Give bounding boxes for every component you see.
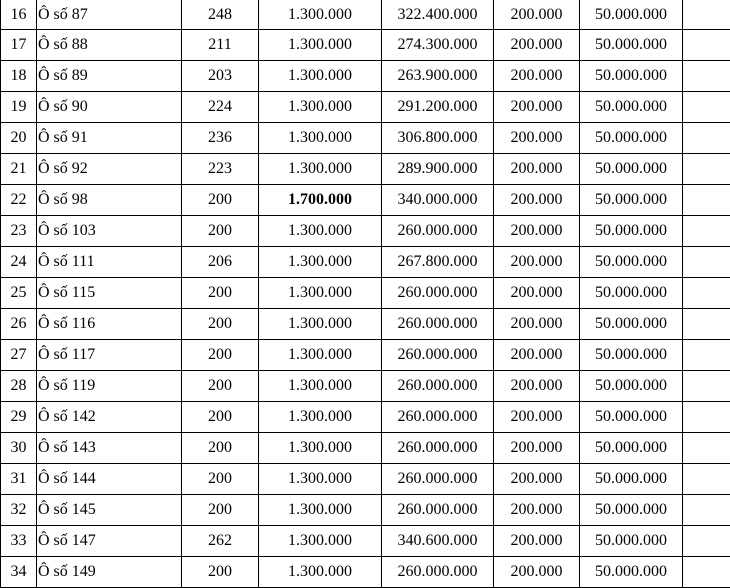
area-cell: 262 xyxy=(182,526,259,557)
table-row xyxy=(1,402,730,433)
area-cell: 200 xyxy=(182,340,259,371)
extra-cell xyxy=(683,154,730,185)
unit-price-cell: 1.300.000 xyxy=(259,247,382,278)
row-number-cell: 31 xyxy=(1,464,37,495)
area-cell: 203 xyxy=(182,61,259,92)
area-cell: 200 xyxy=(182,371,259,402)
price-step-cell: 200.000 xyxy=(494,247,580,278)
extra-cell xyxy=(683,464,730,495)
unit-price-cell: 1.300.000 xyxy=(259,557,382,588)
deposit-cell: 50.000.000 xyxy=(580,154,683,185)
extra-cell xyxy=(683,92,730,123)
table-row xyxy=(1,92,730,123)
table-row xyxy=(1,185,730,216)
extra-cell xyxy=(683,216,730,247)
table-body xyxy=(1,0,730,588)
area-cell: 224 xyxy=(182,92,259,123)
price-step-cell: 200.000 xyxy=(494,340,580,371)
deposit-cell: 50.000.000 xyxy=(580,309,683,340)
price-step-cell: 200.000 xyxy=(494,433,580,464)
table-row xyxy=(1,30,730,61)
row-number-cell: 27 xyxy=(1,340,37,371)
lot-name-cell: Ô số 147 xyxy=(37,526,182,557)
row-number-cell: 20 xyxy=(1,123,37,154)
price-step-cell: 200.000 xyxy=(494,464,580,495)
total-price-cell: 274.300.000 xyxy=(382,30,494,61)
area-cell: 200 xyxy=(182,464,259,495)
unit-price-cell: 1.300.000 xyxy=(259,0,382,30)
row-number-cell: 26 xyxy=(1,309,37,340)
lot-name-cell: Ô số 149 xyxy=(37,557,182,588)
lot-name-cell: Ô số 87 xyxy=(37,0,182,30)
price-step-cell: 200.000 xyxy=(494,371,580,402)
unit-price-cell: 1.300.000 xyxy=(259,30,382,61)
deposit-cell: 50.000.000 xyxy=(580,216,683,247)
deposit-cell: 50.000.000 xyxy=(580,557,683,588)
extra-cell xyxy=(683,495,730,526)
price-step-cell: 200.000 xyxy=(494,92,580,123)
deposit-cell: 50.000.000 xyxy=(580,123,683,154)
area-cell: 206 xyxy=(182,247,259,278)
lot-name-cell: Ô số 115 xyxy=(37,278,182,309)
extra-cell xyxy=(683,61,730,92)
extra-cell xyxy=(683,433,730,464)
row-number-cell: 21 xyxy=(1,154,37,185)
table-row xyxy=(1,278,730,309)
lot-name-cell: Ô số 89 xyxy=(37,61,182,92)
extra-cell xyxy=(683,185,730,216)
table-row xyxy=(1,526,730,557)
row-number-cell: 18 xyxy=(1,61,37,92)
area-cell: 200 xyxy=(182,309,259,340)
total-price-cell: 260.000.000 xyxy=(382,278,494,309)
price-step-cell: 200.000 xyxy=(494,278,580,309)
area-cell: 248 xyxy=(182,0,259,30)
table-row xyxy=(1,371,730,402)
deposit-cell: 50.000.000 xyxy=(580,30,683,61)
unit-price-cell: 1.300.000 xyxy=(259,526,382,557)
row-number-cell: 16 xyxy=(1,0,37,30)
unit-price-cell: 1.300.000 xyxy=(259,309,382,340)
deposit-cell: 50.000.000 xyxy=(580,526,683,557)
price-step-cell: 200.000 xyxy=(494,557,580,588)
total-price-cell: 260.000.000 xyxy=(382,216,494,247)
row-number-cell: 32 xyxy=(1,495,37,526)
extra-cell xyxy=(683,402,730,433)
total-price-cell: 260.000.000 xyxy=(382,557,494,588)
table-row xyxy=(1,340,730,371)
table-row xyxy=(1,61,730,92)
area-cell: 211 xyxy=(182,30,259,61)
extra-cell xyxy=(683,557,730,588)
area-cell: 200 xyxy=(182,278,259,309)
total-price-cell: 260.000.000 xyxy=(382,464,494,495)
unit-price-cell: 1.300.000 xyxy=(259,402,382,433)
extra-cell xyxy=(683,30,730,61)
lot-name-cell: Ô số 91 xyxy=(37,123,182,154)
area-cell: 200 xyxy=(182,557,259,588)
lot-name-cell: Ô số 119 xyxy=(37,371,182,402)
deposit-cell: 50.000.000 xyxy=(580,0,683,30)
table-row xyxy=(1,0,730,30)
lot-name-cell: Ô số 98 xyxy=(37,185,182,216)
total-price-cell: 263.900.000 xyxy=(382,61,494,92)
extra-cell xyxy=(683,340,730,371)
deposit-cell: 50.000.000 xyxy=(580,247,683,278)
total-price-cell: 322.400.000 xyxy=(382,0,494,30)
deposit-cell: 50.000.000 xyxy=(580,278,683,309)
total-price-cell: 260.000.000 xyxy=(382,433,494,464)
table-row xyxy=(1,216,730,247)
total-price-cell: 340.600.000 xyxy=(382,526,494,557)
deposit-cell: 50.000.000 xyxy=(580,61,683,92)
price-step-cell: 200.000 xyxy=(494,185,580,216)
deposit-cell: 50.000.000 xyxy=(580,340,683,371)
area-cell: 200 xyxy=(182,185,259,216)
extra-cell xyxy=(683,309,730,340)
deposit-cell: 50.000.000 xyxy=(580,371,683,402)
row-number-cell: 17 xyxy=(1,30,37,61)
total-price-cell: 340.000.000 xyxy=(382,185,494,216)
table-row xyxy=(1,557,730,588)
lot-name-cell: Ô số 111 xyxy=(37,247,182,278)
total-price-cell: 260.000.000 xyxy=(382,340,494,371)
lot-name-cell: Ô số 92 xyxy=(37,154,182,185)
unit-price-cell: 1.300.000 xyxy=(259,278,382,309)
deposit-cell: 50.000.000 xyxy=(580,464,683,495)
extra-cell xyxy=(683,123,730,154)
table-row xyxy=(1,154,730,185)
unit-price-cell: 1.300.000 xyxy=(259,154,382,185)
row-number-cell: 19 xyxy=(1,92,37,123)
price-step-cell: 200.000 xyxy=(494,61,580,92)
unit-price-cell: 1.300.000 xyxy=(259,92,382,123)
total-price-cell: 306.800.000 xyxy=(382,123,494,154)
lot-name-cell: Ô số 142 xyxy=(37,402,182,433)
lot-name-cell: Ô số 144 xyxy=(37,464,182,495)
unit-price-cell: 1.300.000 xyxy=(259,123,382,154)
area-cell: 236 xyxy=(182,123,259,154)
area-cell: 200 xyxy=(182,433,259,464)
total-price-cell: 291.200.000 xyxy=(382,92,494,123)
row-number-cell: 33 xyxy=(1,526,37,557)
total-price-cell: 260.000.000 xyxy=(382,495,494,526)
row-number-cell: 23 xyxy=(1,216,37,247)
extra-cell xyxy=(683,278,730,309)
lot-name-cell: Ô số 145 xyxy=(37,495,182,526)
deposit-cell: 50.000.000 xyxy=(580,185,683,216)
lot-name-cell: Ô số 117 xyxy=(37,340,182,371)
area-cell: 223 xyxy=(182,154,259,185)
row-number-cell: 34 xyxy=(1,557,37,588)
deposit-cell: 50.000.000 xyxy=(580,495,683,526)
table-row xyxy=(1,247,730,278)
price-step-cell: 200.000 xyxy=(494,526,580,557)
unit-price-cell: 1.300.000 xyxy=(259,495,382,526)
deposit-cell: 50.000.000 xyxy=(580,433,683,464)
table-row xyxy=(1,123,730,154)
price-step-cell: 200.000 xyxy=(494,30,580,61)
extra-cell xyxy=(683,371,730,402)
lot-name-cell: Ô số 90 xyxy=(37,92,182,123)
price-step-cell: 200.000 xyxy=(494,402,580,433)
unit-price-cell: 1.700.000 xyxy=(259,185,382,216)
price-step-cell: 200.000 xyxy=(494,0,580,30)
price-step-cell: 200.000 xyxy=(494,309,580,340)
extra-cell xyxy=(683,247,730,278)
area-cell: 200 xyxy=(182,495,259,526)
price-step-cell: 200.000 xyxy=(494,154,580,185)
area-cell: 200 xyxy=(182,216,259,247)
unit-price-cell: 1.300.000 xyxy=(259,371,382,402)
table-row xyxy=(1,464,730,495)
table-row xyxy=(1,433,730,464)
price-step-cell: 200.000 xyxy=(494,216,580,247)
total-price-cell: 260.000.000 xyxy=(382,309,494,340)
unit-price-cell: 1.300.000 xyxy=(259,433,382,464)
lot-name-cell: Ô số 88 xyxy=(37,30,182,61)
row-number-cell: 25 xyxy=(1,278,37,309)
row-number-cell: 24 xyxy=(1,247,37,278)
extra-cell xyxy=(683,526,730,557)
lot-name-cell: Ô số 116 xyxy=(37,309,182,340)
price-step-cell: 200.000 xyxy=(494,495,580,526)
total-price-cell: 267.800.000 xyxy=(382,247,494,278)
area-cell: 200 xyxy=(182,402,259,433)
price-step-cell: 200.000 xyxy=(494,123,580,154)
unit-price-cell: 1.300.000 xyxy=(259,216,382,247)
total-price-cell: 260.000.000 xyxy=(382,402,494,433)
extra-cell xyxy=(683,0,730,30)
unit-price-cell: 1.300.000 xyxy=(259,61,382,92)
row-number-cell: 30 xyxy=(1,433,37,464)
deposit-cell: 50.000.000 xyxy=(580,92,683,123)
lot-name-cell: Ô số 103 xyxy=(37,216,182,247)
deposit-cell: 50.000.000 xyxy=(580,402,683,433)
unit-price-cell: 1.300.000 xyxy=(259,464,382,495)
lot-name-cell: Ô số 143 xyxy=(37,433,182,464)
table-row xyxy=(1,495,730,526)
row-number-cell: 28 xyxy=(1,371,37,402)
total-price-cell: 289.900.000 xyxy=(382,154,494,185)
row-number-cell: 29 xyxy=(1,402,37,433)
total-price-cell: 260.000.000 xyxy=(382,371,494,402)
row-number-cell: 22 xyxy=(1,185,37,216)
unit-price-cell: 1.300.000 xyxy=(259,340,382,371)
table-row xyxy=(1,309,730,340)
